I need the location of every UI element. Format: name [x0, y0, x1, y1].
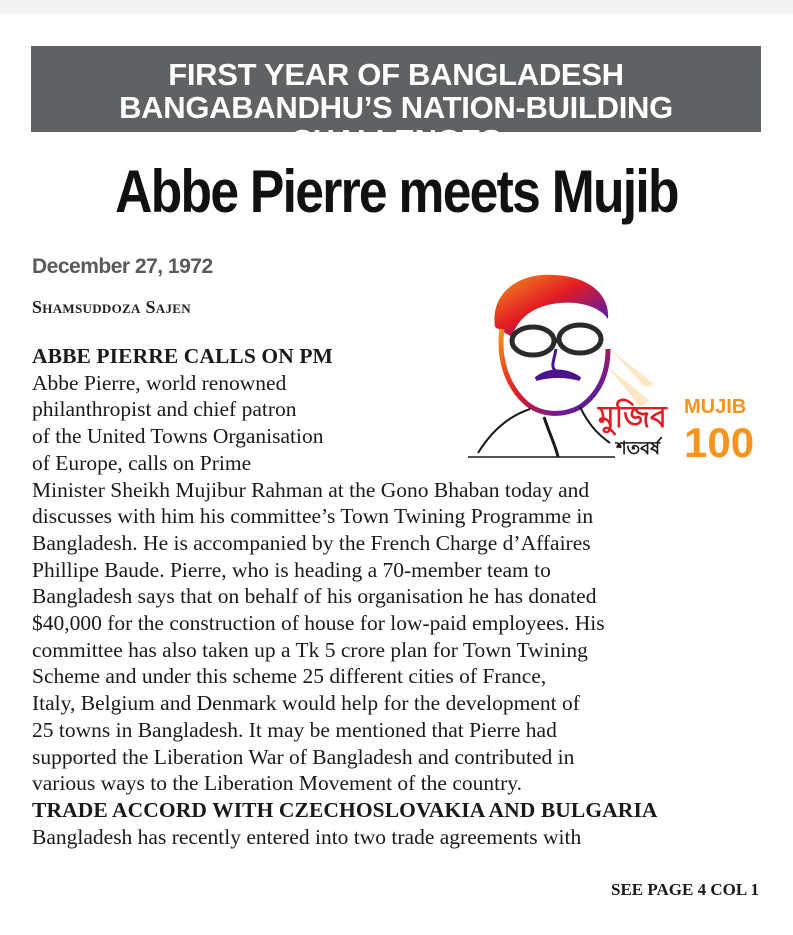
text-line: of the United Towns Organisation	[32, 424, 324, 449]
text-line: of Europe, calls on Prime	[32, 450, 252, 475]
text-line: Bangladesh. He is accompanied by the French Charge d’Affaires	[32, 530, 591, 555]
text-line: philanthropist and chief patron	[32, 397, 297, 422]
paragraph-abbe-pierre	[32, 370, 757, 797]
svg-text:MUJIB: MUJIB	[684, 396, 747, 418]
headline: Abbe Pierre meets Mujib	[115, 158, 678, 225]
text-line: Abbe Pierre, world renowned	[32, 370, 287, 395]
text-line: discusses with him his committee’s Town Twining Programme in	[32, 504, 594, 529]
paragraph-trade-accord	[32, 824, 757, 851]
byline: Shamsuddoza Sajen	[32, 297, 191, 317]
text-line: Bangladesh says that on behalf of his organisation he has donated	[32, 584, 597, 609]
subhead-abbe-pierre: ABBE PIERRE CALLS ON PM	[32, 344, 333, 368]
section-banner	[31, 46, 761, 158]
svg-text:100: 100	[684, 419, 755, 466]
text-line: Italy, Belgium and Denmark would help for the development of	[32, 691, 580, 716]
continuation-link[interactable]: SEE PAGE 4 COL 1	[611, 880, 759, 899]
text-line: $40,000 for the construction of house for low-paid employees. His	[32, 611, 605, 636]
banner-line-2: BANGABANDHU’S NATION-BUILDING CHALLENGES	[119, 90, 673, 158]
text-line: committee has also taken up a Tk 5 crore plan for Town Twining	[32, 637, 588, 662]
text-line: supported the Liberation War of Bangladesh and contributed in	[32, 744, 575, 769]
article-body	[32, 343, 757, 850]
text-line: Scheme and under this scheme 25 different cities of France,	[32, 664, 547, 689]
dateline: December 27, 1972	[32, 255, 213, 278]
text-line: Minister Sheikh Mujibur Rahman at the Gono Bhaban today and	[32, 477, 590, 502]
text-line: Phillipe Baude. Pierre, who is heading a 70-member team to	[32, 557, 551, 582]
text-line: various ways to the Liberation Movement of the country.	[32, 771, 522, 796]
banner-line-1: FIRST YEAR OF BANGLADESH	[168, 57, 624, 92]
svg-text:শতবর্ষ: শতবর্ষ	[616, 438, 661, 459]
text-line: Bangladesh has recently entered into two trade agreements with	[32, 824, 582, 849]
subhead-trade-accord: TRADE ACCORD WITH CZECHOSLOVAKIA AND BULGARIA	[32, 797, 658, 822]
svg-text:মুজিব: মুজিব	[598, 400, 667, 435]
text-line: 25 towns in Bangladesh. It may be mentioned that Pierre had	[32, 717, 557, 742]
